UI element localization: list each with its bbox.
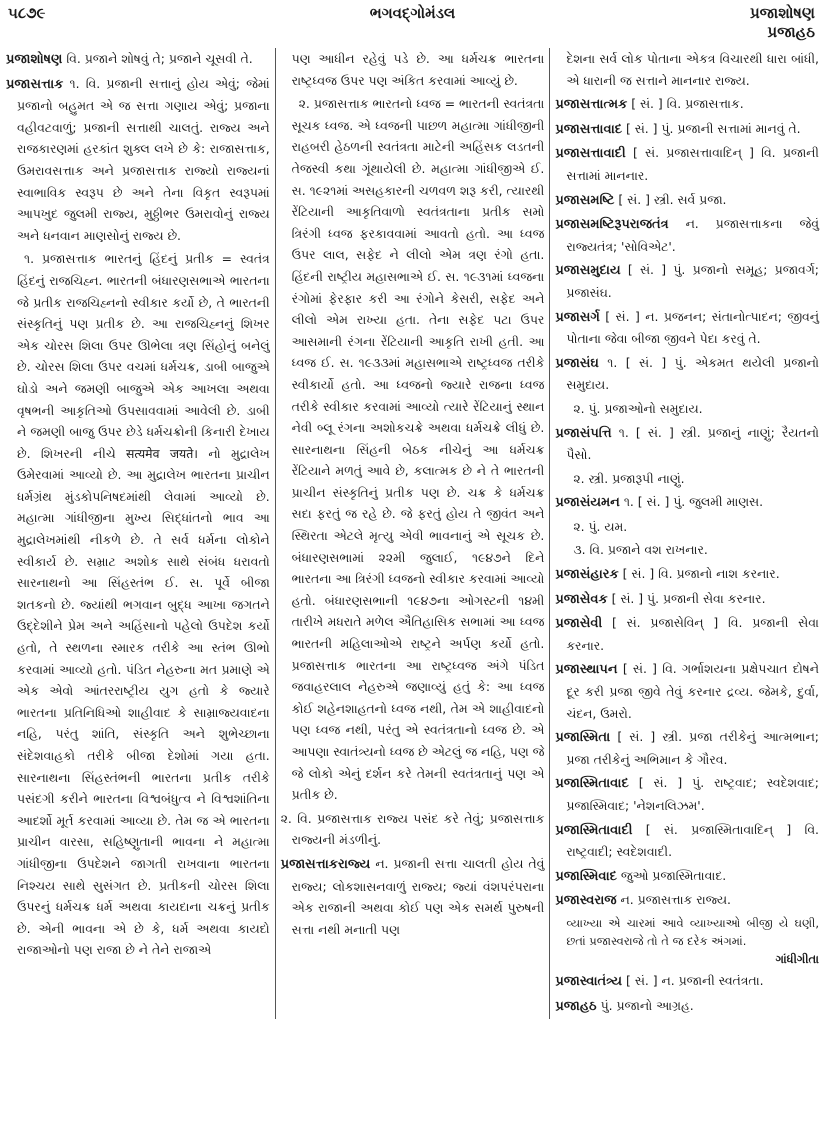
dictionary-entry <box>555 93 819 116</box>
headword: પ્રજાસ્વાતંત્ર્ય <box>555 973 623 989</box>
definition-text: ૩. વિ. પ્રજાને વશ રાખનાર. <box>573 542 708 558</box>
definition-text: [ સં. ] પું. પ્રજાની સત્તામાં માનવું તે. <box>625 120 801 136</box>
dictionary-entry <box>555 491 819 514</box>
headword: પ્રજાસંપત્તિ <box>555 425 612 441</box>
dictionary-entry <box>555 658 819 724</box>
headword: પ્રજાસમષ્ટિ <box>555 192 615 208</box>
definition-text: [ સં. ] વિ. ગર્ભાશયના પ્રક્ષેપચાત દોષને દૂર કરી પ્રજા જીવે તેવું કરનાર દ્રવ્ય. જેમકે, દુર્વા, ચંદન, ઉમરો. <box>566 661 819 721</box>
definition-text: ન. પ્રજાસત્તાકના જેવું રાજ્યતંત્ર; 'સોવિએટ'. <box>566 216 819 254</box>
book-title: ભગવદ્ગોમંડલ <box>369 4 456 22</box>
definition-text: ન. પ્રજાની સત્તા ચાલતી હોય તેવું રાજ્ય; લોકશાસનવાળું રાજ્ય; જ્યાં વંશપરંપરાના એક રાજાની અથવા કોઈ પણ એક સમર્થ પુરુષની સત્તા નથી મનાતી પણ <box>291 855 545 937</box>
definition-text: [ સં. ] સ્ત્રી. પ્રજા તરીકેનું આત્મભાન; પ્રજા તરીકેનું અભિમાન કે ગૌરવ. <box>566 729 819 767</box>
headword: પ્રજાસ્મિતા <box>555 730 611 746</box>
headword: પ્રજાસત્તાત્મક <box>555 97 628 113</box>
definition-text: ૧. [ સં. ] પું. એકમત થયેલી પ્રજાનો સમુદાય. <box>566 354 819 393</box>
dictionary-entry <box>281 853 545 940</box>
definition-text: [ સં. ] ન. પ્રજાની સ્વતંત્રતા. <box>626 972 764 988</box>
guide-words <box>750 4 815 42</box>
headword: પ્રજાસત્તાવાદી <box>555 146 626 162</box>
dictionary-entry <box>555 142 819 186</box>
quotation-source: ગાંધીગીતા <box>775 951 819 966</box>
dictionary-entry <box>555 612 819 656</box>
definition-text: ૧. વિ. પ્રજાની સત્તાનું હોય એવું; જેમાં પ્રજાનો બહુમત એ જ સત્તા ગણાય એવું; પ્રજાના વહીવટવાળું; પ્રજાની સત્તાથી ચાલતું. રાજ્ય અને રાજકારણમાં હરકાંત શુક્લ લખે છે કે: રાજાસત્તાક, ઉમરાવસત્તાક અને પ્રજાસત્તાક રાજ્યો રાજ્યનાં સ્વાભાવિક સ્વરૂપ છે અને તેના વિકૃત સ્વરૂપમાં આપખુદ જુલમી રાજ્ય, મુઠ્ઠીભર ઉમરાવોનું રાજ્ય અને ધનવાન માણસોનું રાજ્ય છે. <box>17 75 270 243</box>
dictionary-entry <box>555 588 819 611</box>
page-columns <box>0 44 825 1019</box>
headword: પ્રજાસ્થાપન <box>555 662 618 678</box>
definition-text: પણ આધીન રહેવું પડે છે. આ ધર્મચક્ર ભારતના રાષ્ટ્રધ્વજ ઉપર પણ અંકિત કરવામાં આવ્યું છે. <box>291 51 545 88</box>
entry-sense <box>555 398 819 420</box>
entry-sense <box>555 516 819 538</box>
dictionary-entry <box>555 118 819 141</box>
headword: પ્રજાસંઘ <box>555 355 599 371</box>
headword: પ્રજાસંહારક <box>555 567 619 583</box>
definition-text: ૧. [ સં. ] પું. જુલમી માણસ. <box>623 494 764 510</box>
dictionary-entry <box>555 213 819 257</box>
dictionary-entry <box>555 889 819 912</box>
guide-word-first: પ્રજાશોષણ <box>749 4 815 22</box>
entry-sense <box>555 468 819 490</box>
dictionary-entry <box>555 865 819 888</box>
dictionary-entry <box>555 995 819 1018</box>
headword: પ્રજાસ્મિતાવાદી <box>555 822 633 838</box>
headword: પ્રજાસત્તાકરાજ્ય <box>280 856 371 872</box>
definition-text: ૨. પ્રજાસત્તાક ભારતનો ધ્વજ = ભારતની સ્વતંત્રતા સૂચક ધ્વજ. એ ધ્વજની પાછળ મહાત્મા ગાંધીજીની રાહબરી હેઠળની સ્વતંત્રતા માટેની અહિંસક લડતની તેજસ્વી કથા ગૂંથાયેલી છે. મહાત્મા ગાંધીજીએ ઈ. સ. ૧૯૨૧માં અસહકારની ચળવળ શરૂ કરી, ત્યારથી રેંટિયાની આકૃતિવાળો સ્વતંત્રતાના પ્રતીક સમો ત્રિરંગી ધ્વજ ફરકાવવામાં આવતો હતો. આ ધ્વજ ઉપર લાલ, સફેદ ને લીલો એમ ત્રણ રંગો હતા. હિંદની રાષ્ટ્રીય મહાસભાએ ઈ. સ. ૧૯૩૧માં ધ્વજના રંગોમાં ફેરફાર કરી આ રંગોને કેસરી, સફેદ અને લીલો એમ રાખ્યા હતા. તેના સફેદ પટા ઉપર આસમાની રંગના રેંટિયાની આકૃતિ રાખી હતી. આ ધ્વજ ઈ. સ. ૧૯૩૩માં મહાસભાએ રાષ્ટ્રધ્વજ તરીકે સ્વીકાર્યો હતો. આ ધ્વજનો જ્યારે રાજના ધ્વજ તરીકે સ્વીકાર કરવામાં આવ્યો ત્યારે રેંટિયાનું સ્થાન નેવી બ્લૂ રંગના અશોકચક્રે અથવા ધર્મચક્રે લીધું છે. સારનાથના સિંહની બેઠક નીચેનું આ ધર્મચક્ર રેંટિયાને મળતું આવે છે, કલાત્મક છે ને તે ભારતની પ્રાચીન સંસ્કૃતિનું પ્રતીક પણ છે. ચક્ર કે ધર્મચક્ર સદા ફરતું જ રહે છે. જે ફરતું હોય તે જીવંત અને સ્થિરતા એટલે મૃત્યુ એવી ભાવનાનું એ સૂચક છે. બંધારણસભામાં ૨૨મી જુલાઈ, ૧૯૪૭ને દિને ભારતના આ ત્રિરંગી ધ્વજનો સ્વીકાર કરવામાં આવ્યો હતો. બંધારણસભાની ૧૯૪૭ના ઓગસ્ટની ૧૪મી તારીખે મધરાતે મળેલ ઐતિહાસિક સભામાં આ ધ્વજ ભારતની મહિલાઓએ રાષ્ટ્રને અર્પણ કર્યો હતો. પ્રજાસત્તાક ભારતના આ રાષ્ટ્રધ્વજ અંગે પંડિત જવાહરલાલ નેહરુએ જણાવ્યું હતું કે: આ ધ્વજ કોઈ શહેનશાહતનો ધ્વજ નથી, તેમ એ શાહીવાદનો પણ ધ્વજ નથી, પરંતુ એ સ્વતંત્રતાનો ધ્વજ છે. એ આપણા સ્વાતંત્ર્યનો ધ્વજ છે એટલું જ નહિ, પણ જે જે લોકો એનું દર્શન કરે તેમની સ્વતંત્રતાનું પણ એ પ્રતીક છે. <box>291 96 545 803</box>
definition-text: [ સં. ] પું. પ્રજાનો સમૂહ; પ્રજાવર્ગ; પ્રજાસંઘ. <box>566 262 819 300</box>
entry-sense <box>281 93 545 806</box>
headword: પ્રજાશોષણ <box>6 52 63 67</box>
headword: પ્રજાહઠ <box>555 998 597 1014</box>
guide-word-last: પ્રજાહઠ <box>767 23 815 41</box>
entry-sense <box>281 48 545 91</box>
headword: પ્રજાસેવક <box>555 591 608 607</box>
dictionary-entry <box>6 48 270 71</box>
definition-text: [ સં. પ્રજાસત્તાવાદિન્ ] વિ. પ્રજાની સત્તામાં માનનાર. <box>566 145 819 183</box>
definition-text: [ સં. પ્રજાસેવિન્ ] વિ. પ્રજાની સેવા કરનાર. <box>566 615 819 653</box>
headword: પ્રજાસત્તાક <box>6 76 64 92</box>
dictionary-entry <box>555 189 819 212</box>
definition-text: [ સં. ] પું. પ્રજાની સેવા કરનાર. <box>611 590 766 606</box>
dictionary-entry <box>555 726 819 770</box>
dictionary-entry <box>555 259 819 303</box>
column-1 <box>6 48 270 1019</box>
headword: પ્રજાસેવી <box>555 616 603 632</box>
definition-text: ૨. વિ. પ્રજાસત્તાક રાજ્ય પસંદ કરે તેવું; પ્રજાસત્તાક રાજ્યની મંડળીનું. <box>280 810 545 848</box>
entry-sense <box>281 808 545 851</box>
definition-text: [ સં. ] પું. રાષ્ટ્રવાદ; સ્વદેશવાદ; પ્રજાસ્મિવાદ; 'નેશનલિઝમ'. <box>566 775 819 813</box>
column-divider <box>275 48 276 1019</box>
definition-text: ન. પ્રજાસત્તાક રાજ્ય. <box>620 892 731 908</box>
definition-text: [ સં. ] ન. પ્રજનન; સંતાનોત્પાદન; જીવનું પોતાના જેવા બીજા જીવને પેદા કરવું તે. <box>566 308 819 347</box>
dictionary-entry <box>555 352 819 396</box>
page-header <box>0 0 825 44</box>
definition-text: જુઓ પ્રજાસ્મિતાવાદ. <box>620 867 727 883</box>
headword: પ્રજાસ્મિવાદ <box>555 868 617 884</box>
definition-text: ૧. પ્રજાસત્તાક ભારતનું હિંદનું પ્રતીક = સ્વતંત્ર હિંદનું રાજચિહ્ન. ભારતની બંધારણસભાએ ભારતના જે પ્રતીક રાજચિહ્નનો સ્વીકાર કર્યો છે, તે ભારતની સંસ્કૃતિનું પણ પ્રતીક છે. આ રાજચિહ્નનું શિખર એક ચોરસ શિલા ઉપર ઊભેલા ત્રણ સિંહોનું બનેલું છે. ચોરસ શિલા ઉપર વચમાં ધર્મચક્ર, ડાબી બાજુએ ઘોડો અને જમણી બાજુએ એક આખલા અથવા વૃષભની આકૃતિઓ ઉપસાવવામાં આવેલી છે. ડાબી ને જમણી બાજુ ઉપર છેડે ધર્મચક્રોની કિનારી દેખાય છે. શિખરની નીચે सत्यमेव जयते। નો મુદ્રાલેખ ઉમેરવામાં આવ્યો છે. આ મુદ્રાલેખ ભારતના પ્રાચીન ધર્મગ્રંથ મુંડકોપનિષદમાંથી લેવામાં આવ્યો છે. મહાત્મા ગાંધીજીના મુખ્ય સિદ્ધાંતનો ભાવ આ મુદ્રાલેખમાંથી નીકળે છે. તે સર્વ ધર્મના લોકોને સ્વીકાર્ય છે. સમ્રાટ અશોક સાથે સંબંધ ધરાવતો સારનાથનો આ સિંહસ્તંભ ઈ. સ. પૂર્વે બીજા શતકનો છે. જ્યાંથી ભગવાન બુદ્ધ આખા જગતને ઉદ્દેશીને પ્રેમ અને અહિંસાનો પહેલો ઉપદેશ કર્યો હતો, તે સ્થળના સ્મારક તરીકે આ સ્તંભ ઊભો કરવામાં આવ્યો હતો. પંડિત નેહરુના મત પ્રમાણે એ એક એવો આંતરરાષ્ટ્રીય યુગ હતો કે જ્યારે ભારતના પ્રતિનિધિઓ શાહીવાદ કે સામ્રાજ્યવાદના નહિ, પરંતુ શાંતિ, સંસ્કૃતિ અને શુભેચ્છાના સંદેશવાહકો તરીકે બીજા દેશોમાં ગયા હતા. સારનાથના સિંહસ્તંભની ભારતના પ્રતીક તરીકે પસંદગી કરીને ભારતના વિશ્વબંધુત્વ ને વિશ્વશાંતિના આદર્શો મૂર્ત કરવામાં આવ્યા છે. તેમ જ એ ભારતના પ્રાચીન વારસા, સહિષ્ણુતાની ભાવના ને મહાત્મા ગાંધીજીના ઉપદેશને જાગતી રાખવાના ભારતના નિશ્ચય સાથે સુસંગત છે. પ્રતીકની ચોરસ શિલા ઉપરનું ધર્મચક્ર ધર્મ અથવા કાયદાના ચક્રનું પ્રતીક છે. એની ભાવના એ છે કે, ધર્મ અથવા કાયદો રાજાઓનો પણ રાજા છે ને તેને રાજાએ <box>17 251 270 958</box>
definition-text: પું. પ્રજાનો આગ્રહ. <box>600 997 694 1013</box>
headword: પ્રજાસર્ગ <box>555 309 600 325</box>
headword: પ્રજાસ્વરાજ <box>555 893 617 909</box>
definition-text: [ સં. પ્રજાસ્મિતાવાદિન્ ] વિ. રાષ્ટ્રવાદી; સ્વદેશવાદી. <box>566 821 819 860</box>
page-number: ૫૮૭૯ <box>8 4 46 22</box>
definition-text: [ સં. ] સ્ત્રી. સર્વ પ્રજા. <box>618 191 727 207</box>
column-2 <box>281 48 545 1019</box>
column-divider <box>549 48 550 1019</box>
dictionary-entry <box>555 306 819 350</box>
dictionary-entry <box>555 772 819 816</box>
definition-text: વિ. પ્રજાને શોષવું તે; પ્રજાને ચૂસવી તે. <box>66 51 253 66</box>
entry-sense <box>555 48 819 91</box>
definition-text: ૨. પું. પ્રજાઓનો સમુદાય. <box>573 400 703 416</box>
headword: પ્રજાસ્મિતાવાદ <box>555 776 629 792</box>
headword: પ્રજાસમષ્ટિરૂપરાજતંત્ર <box>555 217 669 233</box>
definition-text: [ સં. ] વિ. પ્રજાસત્તાક. <box>631 96 744 112</box>
headword: પ્રજાસમુદાય <box>555 263 621 279</box>
dictionary-entry <box>555 819 819 863</box>
dictionary-entry <box>6 73 270 247</box>
definition-text: [ સં. ] વિ. પ્રજાનો નાશ કરનાર. <box>622 566 780 582</box>
headword: પ્રજાસત્તાવાદ <box>555 121 623 137</box>
headword: પ્રજાસંયમન <box>555 495 620 511</box>
definition-text: દેશના સર્વ લોક પોતાના એકત્ર વિચારથી ધારા બાંધી, એ ધારાની જ સત્તાને માનનાર રાજ્ય. <box>566 51 819 88</box>
quotation: વ્યાખ્યા એ ચારમાં આવે વ્યાખ્યાઓ બીજી યે ઘણી, છતાં પ્રજાસ્વરાજે તો તે જ દરેક અંગમાં. <box>566 915 819 948</box>
dictionary-entry <box>555 422 819 466</box>
dictionary-entry <box>555 563 819 586</box>
entry-sense <box>555 539 819 561</box>
definition-text: ૨. સ્ત્રી. પ્રજારૂપી નાણું. <box>573 470 685 486</box>
definition-text: ૨. પું. યમ. <box>573 518 628 534</box>
dictionary-entry <box>555 970 819 993</box>
entry-sense <box>6 248 270 961</box>
definition-text: ૧. [ સં. ] સ્ત્રી. પ્રજાનું નાણું; રૈયતનો પૈસો. <box>566 424 819 463</box>
column-3 <box>555 48 819 1019</box>
